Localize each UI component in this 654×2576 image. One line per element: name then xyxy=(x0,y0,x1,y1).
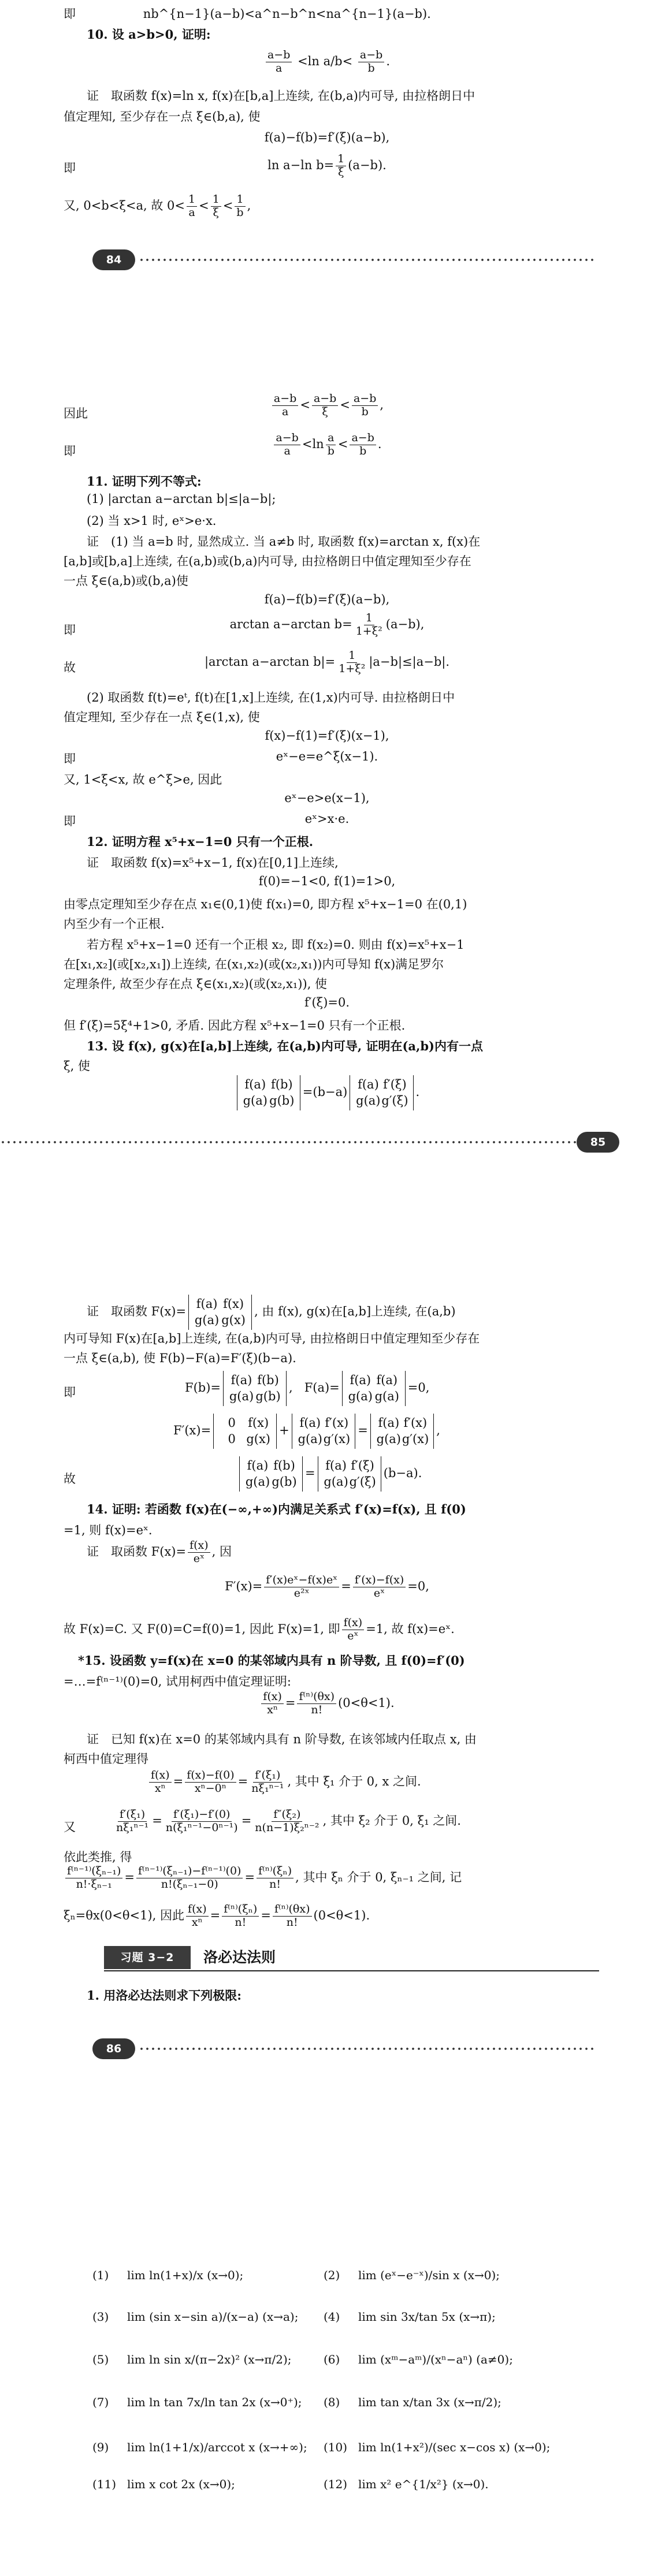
exercise-expression: lim ln tan 7x/ln tan 2x (x→0⁺); xyxy=(127,2395,302,2409)
exercise-expression: lim ln sin x/(π−2x)² (x→π/2); xyxy=(127,2353,292,2366)
limit-exercise-7 xyxy=(92,2395,302,2409)
p86-fprime: F′(x)= 0 f(x) 0 g(x) + f(a) f′(x) g(a)g′(x) = f(a) f′(x) g(a)g′(x) , xyxy=(173,1414,440,1449)
p84-eq-1: f(a)−f(b)=f′(ξ)(a−b), xyxy=(264,131,390,144)
footer-dots-84 xyxy=(139,258,595,262)
p86-p14c: 故 F(x)=C. 又 F(0)=C=f(0)=1, 因此 F(x)=1, 即 $\frac{f(x)}{\text{eˣ}}$ =1, 故 f(x)=eˣ. xyxy=(64,1616,455,1642)
p85-e5: eˣ−e=e^ξ(x−1). xyxy=(276,750,378,763)
exercise-number: (7) xyxy=(92,2395,109,2409)
p86-gu: 故 xyxy=(64,1472,76,1486)
p85-p2c: 又, 1<ξ<x, 故 e^ξ>e, 因此 xyxy=(64,773,222,786)
p85-p3b: 由零点定理知至少存在点 x₁∈(0,1)使 f(x₁)=0, 即方程 x⁵+x−1=0 在(0,1) xyxy=(64,897,467,911)
p85-e7: eˣ>x·e. xyxy=(304,812,350,826)
q10-inequality: $\frac{a-b}{a}$ <ln a/b< $\frac{a-b}{b}$ . xyxy=(0,49,654,75)
exercise-1-title: 1. 用洛必达法则求下列极限: xyxy=(87,1988,241,2003)
exercise-number: (12) xyxy=(324,2477,348,2491)
exercise-expression: lim ln(1+1/x)/arccot x (x→+∞); xyxy=(127,2440,307,2454)
limit-exercise-5 xyxy=(92,2353,292,2366)
p85-e8: f(0)=−1<0, f(1)=1>0, xyxy=(258,874,396,888)
p85-p1a: 证 (1) 当 a=b 时, 显然成立. 当 a≠b 时, 取函数 f(x)=arctan x, f(x)在 xyxy=(87,535,481,549)
p84-eq-2-label: 即 xyxy=(64,161,76,175)
p86-ji: 即 xyxy=(64,1385,76,1399)
p86-p15g: ξₙ=θx(0<θ<1), 因此 $\frac{f(x)}{\text{xⁿ}}$ = $\frac{\text{f⁽ⁿ⁾(ξₙ)}}{n!}$ = $\frac{\text{f⁽ⁿ⁾(θx)}}{n!}$ (0<θ<1). xyxy=(64,1903,370,1929)
p86-p15a: 证 已知 f(x)在 x=0 的某邻域内具有 n 阶导数, 在该邻域内任取点 x, 由 xyxy=(87,1732,477,1746)
limit-exercise-6 xyxy=(324,2353,513,2366)
p85-e6: eˣ−e>e(x−1), xyxy=(284,791,370,805)
p86-p15f: $\frac{\text{f⁽ⁿ⁻¹⁾(ξₙ₋₁)}}{\text{n!·ξₙ₋₁}}$ = $\frac{\text{f⁽ⁿ⁻¹⁾(ξₙ₋₁)−f⁽ⁿ⁻¹⁾(0)}}{\text{n!(ξₙ₋₁−0)}}$ = $\frac{\text{f⁽ⁿ⁾(ξₙ)}}{n!}$ , 其中 ξₙ 介于 0, ξₙ₋₁ 之间, 记 xyxy=(64,1865,462,1891)
question-10: 10. 设 a>b>0, 证明: xyxy=(87,27,211,42)
page-number-84: 84 xyxy=(92,249,135,270)
p84-eq-2: ln a−ln b= $\frac{1}{\xi}$ (a−b). xyxy=(267,152,387,178)
limit-exercise-1 xyxy=(92,2268,243,2282)
section-tag: 习题 3−2 xyxy=(104,1946,191,1969)
p85-e3: |arctan a−arctan b|= $\frac{1}{\text{1+ξ²}}$ |a−b|≤|a−b|. xyxy=(204,649,450,675)
ji-label: 即 xyxy=(64,444,76,458)
exercise-expression: lim (eˣ−e⁻ˣ)/sin x (x→0); xyxy=(358,2268,500,2282)
p86-p15d: $\frac{\text{f′(ξ₁)}}{\text{nξ₁ⁿ⁻¹}}$ = $\frac{\text{f′(ξ₁)−f′(0)}}{\text{n(ξ₁ⁿ⁻¹−0ⁿ⁻¹)}}$ = $\frac{\text{f″(ξ₂)}}{\text{n(n−1)ξ₂ⁿ⁻²}}$ , 其中 ξ₂ 介于 0, ξ₁ 之间. xyxy=(116,1808,461,1834)
p86-p15e: 依此类推, 得 xyxy=(64,1850,132,1864)
footer-dots-85 xyxy=(0,1140,578,1145)
limit-exercise-4 xyxy=(324,2310,496,2324)
p85-p1b: [a,b]或[b,a]上连续, 在(a,b)或(b,a)内可导, 由拉格朗日中值定理知至少存在 xyxy=(64,554,471,568)
limit-exercise-2 xyxy=(324,2268,500,2282)
exercise-number: (9) xyxy=(92,2440,109,2454)
question-11: 11. 证明下列不等式: xyxy=(87,474,202,489)
exercise-number: (5) xyxy=(92,2353,109,2366)
question-13b: ξ, 使 xyxy=(64,1059,90,1073)
footer-dots-86 xyxy=(139,2046,595,2051)
exercise-expression: lim (xᵐ−aᵐ)/(xⁿ−aⁿ) (a≠0); xyxy=(358,2353,513,2366)
p84-proof-b: 值定理知, 至少存在一点 ξ∈(b,a), 使 xyxy=(64,110,261,124)
p86-p1a: 证 取函数 F(x)= f(a) f(x) g(a) g(x) , 由 f(x), g(x)在[a,b]上连续, 在(a,b) xyxy=(87,1295,456,1330)
p86-p1b: 内可导知 F(x)在[a,b]上连续, 在(a,b)内可导, 由拉格朗日中值定理知至少存在 xyxy=(64,1332,480,1345)
p85-eq-a: $\frac{a-b}{a}$ < $\frac{a-b}{\xi}$ < $\frac{a-b}{b}$ , xyxy=(0,393,654,419)
q15-statement: $\frac{f(x)}{\text{xⁿ}}$ = $\frac{\text{f⁽ⁿ⁾(θx)}}{n!}$ (0<θ<1). xyxy=(0,1691,654,1717)
p85-e9: f′(ξ)=0. xyxy=(304,996,350,1009)
exercise-expression: lim sin 3x/tan 5x (x→π); xyxy=(358,2310,496,2324)
exercise-expression: lim x² e^{1/x²} (x→0). xyxy=(358,2477,489,2491)
limit-exercise-3 xyxy=(92,2310,298,2324)
p86-p15c: $\frac{f(x)}{\text{xⁿ}}$ = $\frac{f(x)-f(0)}{\text{xⁿ−0ⁿ}}$ = $\frac{\text{f′(ξ₁)}}{\text{nξ₁ⁿ⁻¹}}$ , 其中 ξ₁ 介于 0, x 之间. xyxy=(147,1769,421,1795)
therefore-label: 因此 xyxy=(64,407,88,420)
exercise-number: (4) xyxy=(324,2310,340,2324)
exercise-number: (11) xyxy=(92,2477,117,2491)
p86-fb-fa: F(b)= f(a) f(b) g(a) g(b) , F(a)= f(a) f(a) g(a) g(a) =0, xyxy=(185,1371,429,1406)
p85-p3e: 在[x₁,x₂](或[x₂,x₁])上连续, 在(x₁,x₂)(或(x₂,x₁))内可导知 f(x)满足罗尔 xyxy=(64,957,444,971)
p85-e4: f(x)−f(1)=f′(ξ)(x−1), xyxy=(265,729,389,743)
limit-exercise-9 xyxy=(92,2440,307,2454)
question-14b: =1, 则 f(x)=eˣ. xyxy=(64,1523,153,1537)
question-15b: =…=f⁽ⁿ⁻¹⁾(0)=0, 试用柯西中值定理证明: xyxy=(64,1675,291,1688)
question-15a: *15. 设函数 y=f(x)在 x=0 的某邻域内具有 n 阶导数, 且 f(0)=f′(0) xyxy=(78,1653,465,1668)
exercise-number: (1) xyxy=(92,2268,109,2282)
p85-e7-label: 即 xyxy=(64,814,76,828)
limit-exercise-10 xyxy=(324,2440,550,2454)
p86-conclusion-13: f(a) f(b) g(a) g(b) = f(a) f′(ξ) g(a)g′(ξ) (b−a). xyxy=(237,1456,422,1492)
p85-p3c: 内至少有一个正根. xyxy=(64,917,165,931)
q11-part-2: (2) 当 x>1 时, eˣ>e·x. xyxy=(87,514,217,528)
p85-e2-label: 即 xyxy=(64,623,76,637)
exercise-expression: lim tan x/tan 3x (x→π/2); xyxy=(358,2395,501,2409)
exercise-number: (3) xyxy=(92,2310,109,2324)
exercise-expression: lim ln(1+x²)/(sec x−cos x) (x→0); xyxy=(358,2440,551,2454)
p84-since: 又, 0<b<ξ<a, 故 0< $\frac{1}{a}$ < $\frac{1}{\xi}$ < $\frac{1}{b}$ , xyxy=(64,193,251,219)
q13-determinant-eq: f(a) f(b) g(a) g(b) =(b−a) f(a) f′(ξ) g(a)g′(ξ) . xyxy=(0,1075,654,1110)
p85-p3f: 定理条件, 故至少存在点 ξ∈(x₁,x₂)(或(x₂,x₁)), 使 xyxy=(64,977,328,991)
p84-line-1: 即 nb^{n−1}(a−b)<a^n−b^n<na^{n−1}(a−b). xyxy=(64,7,431,21)
exercise-number: (6) xyxy=(324,2353,340,2366)
page-number-86: 86 xyxy=(92,2038,135,2059)
p85-p3a: 证 取函数 f(x)=x⁵+x−1, f(x)在[0,1]上连续, xyxy=(87,856,339,870)
p86-you: 又 xyxy=(64,1820,76,1834)
p85-e1: f(a)−f(b)=f′(ξ)(a−b), xyxy=(264,592,390,606)
p86-p15b: 柯西中值定理得 xyxy=(64,1752,148,1766)
section-rule xyxy=(104,1970,599,1971)
p85-e5-label: 即 xyxy=(64,752,76,766)
exercise-expression: lim (sin x−sin a)/(x−a) (x→a); xyxy=(127,2310,299,2324)
p85-p3d: 若方程 x⁵+x−1=0 还有一个正根 x₂, 即 f(x₂)=0. 则由 f(x)=x⁵+x−1 xyxy=(87,938,465,952)
p85-eq-b: $\frac{a-b}{a}$ <ln $\frac{a}{b}$ < $\frac{a-b}{b}$ . xyxy=(0,432,654,458)
exercise-number: (2) xyxy=(324,2268,340,2282)
p84-proof-a: 证 取函数 f(x)=ln x, f(x)在[b,a]上连续, 在(b,a)内可导, 由拉格朗日中 xyxy=(87,89,475,103)
p86-p1c: 一点 ξ∈(a,b), 使 F(b)−F(a)=F′(ξ)(b−a). xyxy=(64,1351,296,1365)
page-number-85: 85 xyxy=(577,1132,619,1153)
q11-part-1: (1) |arctan a−arctan b|≤|a−b|; xyxy=(87,492,276,506)
limit-exercise-12 xyxy=(324,2477,489,2491)
question-13a: 13. 设 f(x), g(x)在[a,b]上连续, 在(a,b)内可导, 证明在(a,b)内有一点 xyxy=(87,1039,483,1053)
question-12: 12. 证明方程 x⁵+x−1=0 只有一个正根. xyxy=(87,834,314,849)
section-title: 洛必达法则 xyxy=(203,1949,276,1966)
limit-exercise-11 xyxy=(92,2477,235,2491)
p86-p14a: 证 取函数 F(x)= $\frac{f(x)}{\text{eˣ}}$ , 因 xyxy=(87,1539,232,1565)
p85-p3g: 但 f′(ξ)=5ξ⁴+1>0, 矛盾. 因此方程 x⁵+x−1=0 只有一个正根. xyxy=(64,1019,406,1032)
exercise-expression: lim x cot 2x (x→0); xyxy=(127,2477,235,2491)
p85-e2: arctan a−arctan b= $\frac{1}{\text{1+ξ²}}$ (a−b), xyxy=(229,612,425,638)
p85-p1c: 一点 ξ∈(a,b)或(b,a)使 xyxy=(64,574,188,588)
p85-p2b: 值定理知, 至少存在一点 ξ∈(1,x), 使 xyxy=(64,710,260,724)
p85-p2a: (2) 取函数 f(t)=eᵗ, f(t)在[1,x]上连续, 在(1,x)内可导. 由拉格朗日中 xyxy=(87,691,455,704)
p86-fprime-14: F′(x)= $\frac{\text{f′(x)eˣ−f(x)eˣ}}{\text{e²ˣ}}$ = $\frac{f'(x)-f(x)}{\text{eˣ}}$ =0, xyxy=(225,1574,429,1600)
limit-exercise-8 xyxy=(324,2395,501,2409)
exercise-number: (10) xyxy=(324,2440,348,2454)
p85-e3-label: 故 xyxy=(64,661,76,674)
exercise-number: (8) xyxy=(324,2395,340,2409)
question-14: 14. 证明: 若函数 f(x)在(−∞,+∞)内满足关系式 f′(x)=f(x), 且 f(0) xyxy=(87,1502,466,1516)
exercise-expression: lim ln(1+x)/x (x→0); xyxy=(127,2268,244,2282)
